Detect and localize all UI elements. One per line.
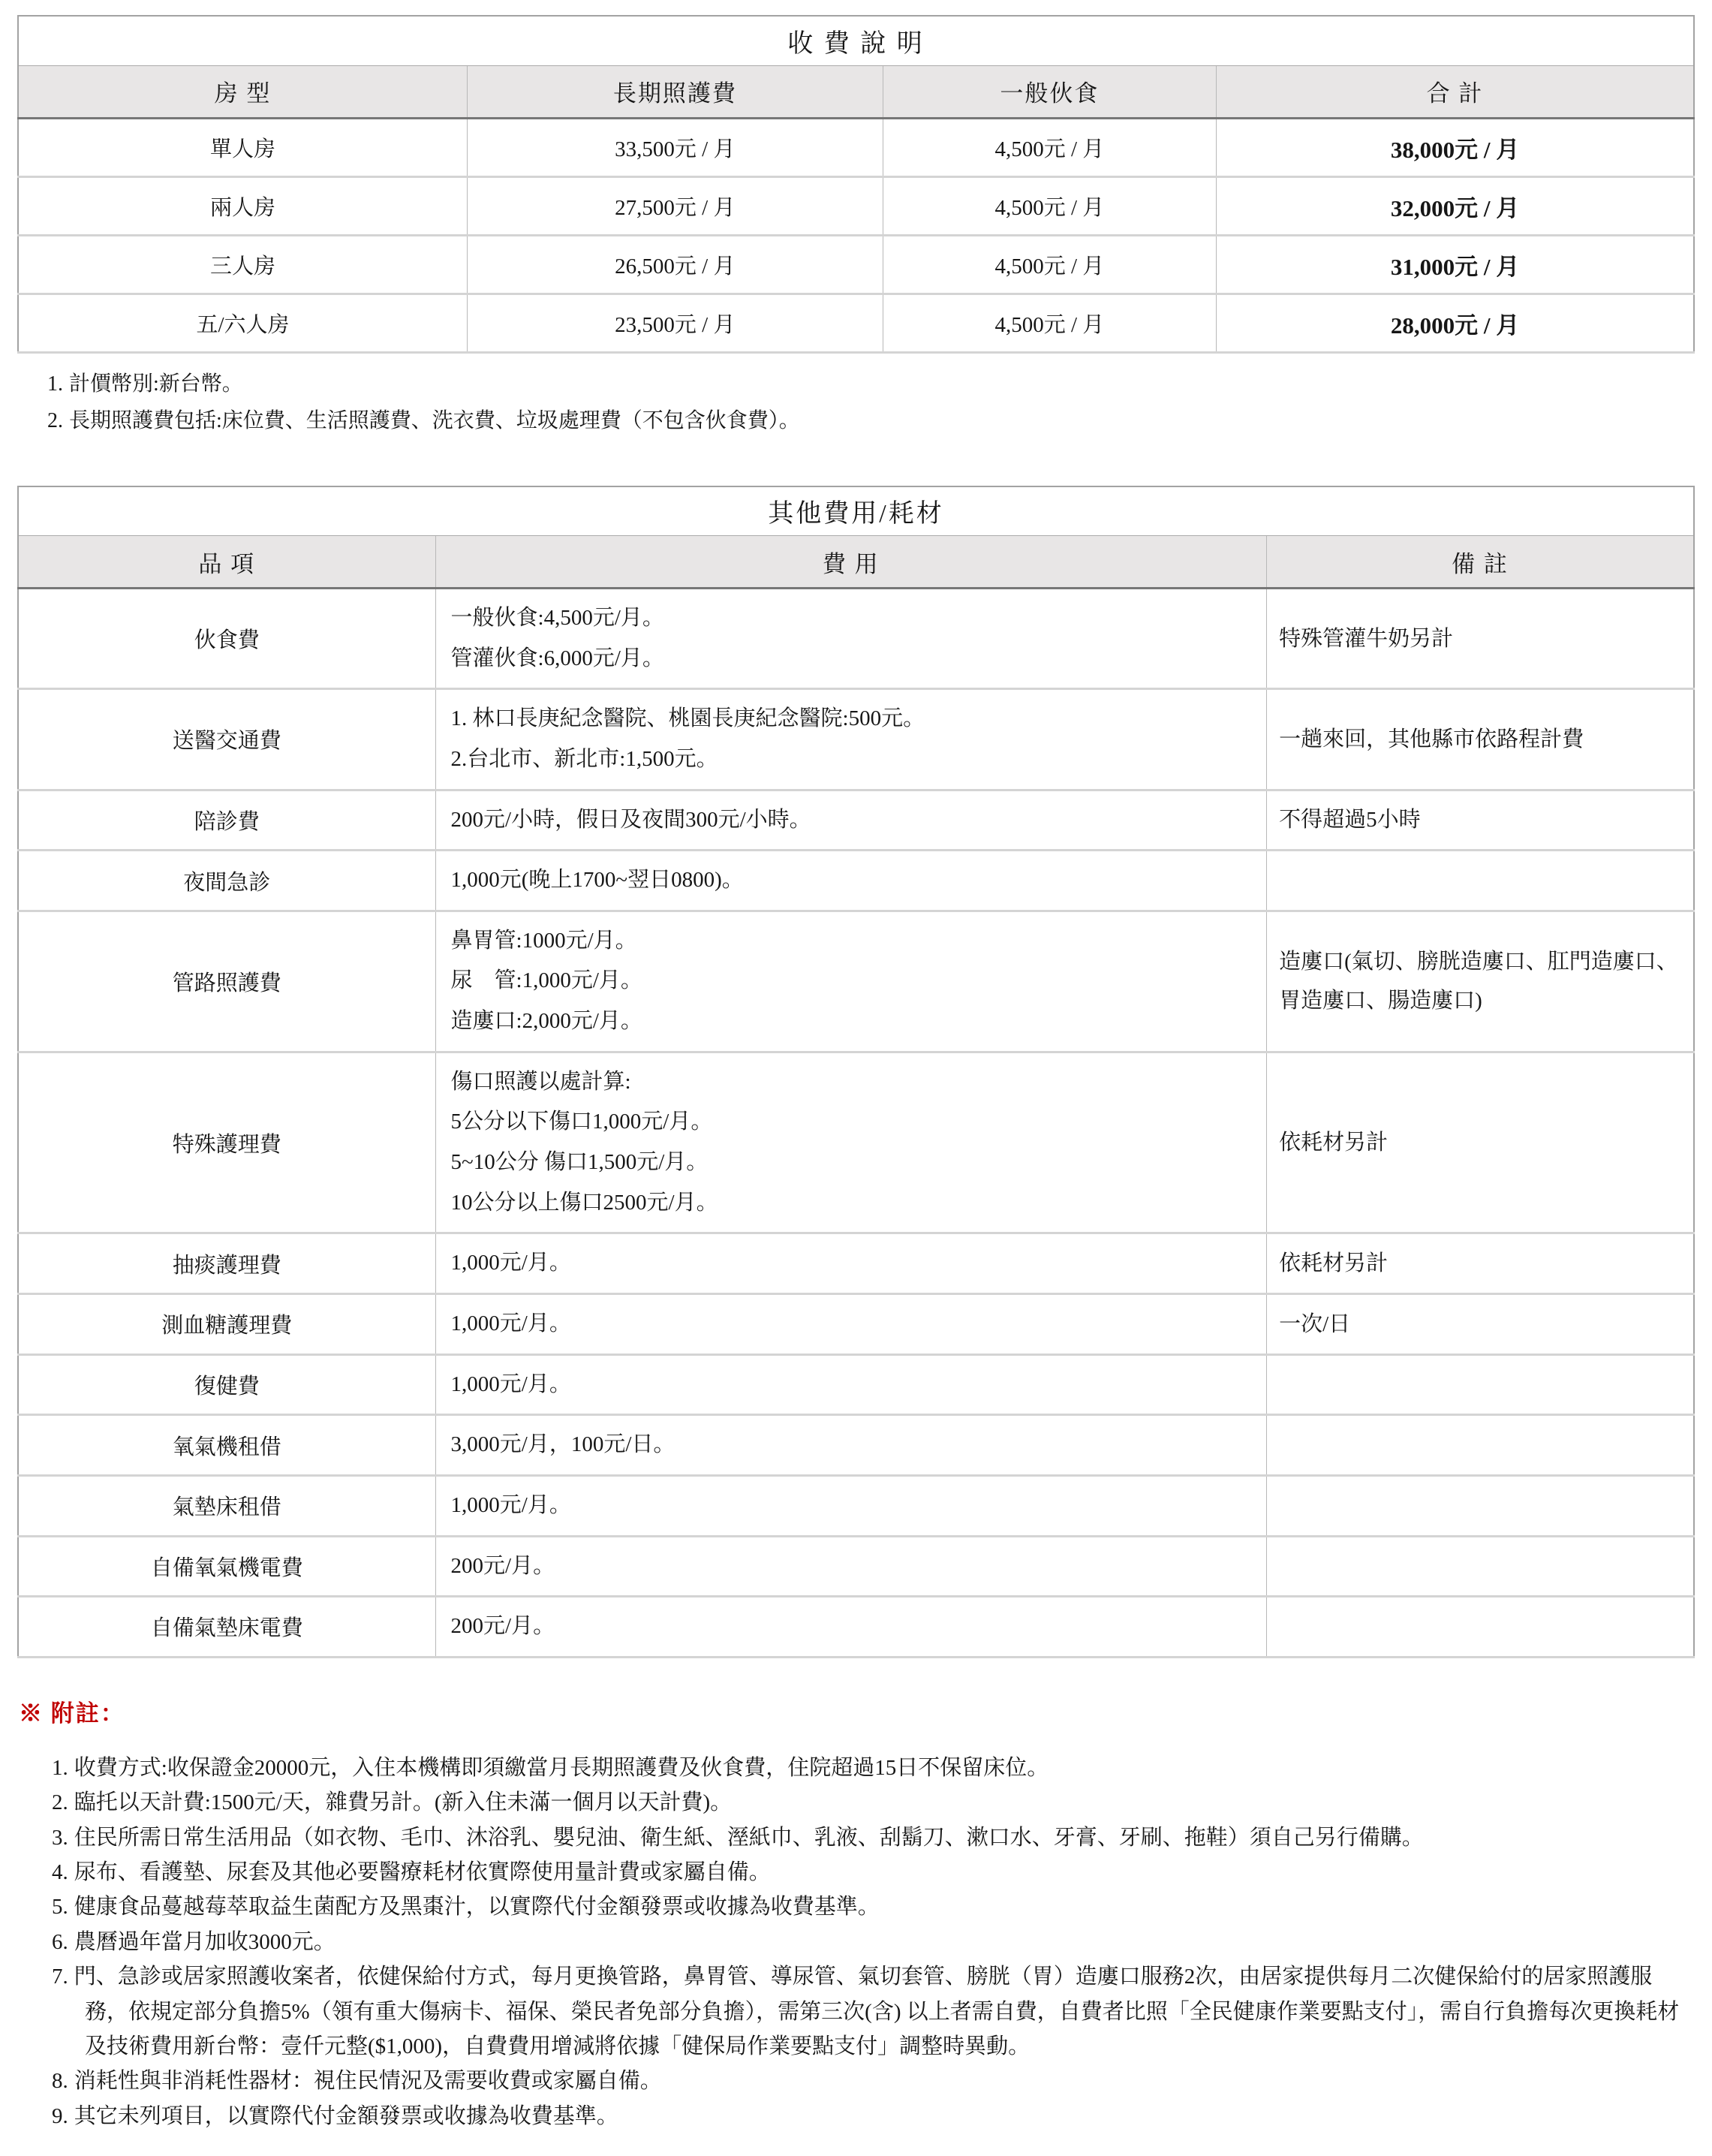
fee-line: 2.台北市、新北市:1,500元。 <box>450 746 718 771</box>
cell-fee <box>435 1233 1267 1294</box>
cell-note: 依耗材另計 <box>1267 1233 1694 1294</box>
cell-room-type: 兩人房 <box>18 176 467 235</box>
fee-line: 200元/小時，假日及夜間300元/小時。 <box>450 807 811 832</box>
remark-text: 住民所需日常生活用品（如衣物、毛巾、沐浴乳、嬰兒油、衛生紙、溼紙巾、乳液、刮鬍刀、漱口水、牙膏、牙刷、拖鞋）須自己另行備購。 <box>74 1825 1424 1850</box>
header-general-meal: 一般伙食 <box>883 65 1216 118</box>
table-row <box>18 1536 1694 1597</box>
room-fee-table-title-row <box>18 16 1694 65</box>
remark-text: 健康食品蔓越莓萃取益生菌配方及黑棗汁，以實際代付金額發票或收據為收費基準。 <box>74 1895 880 1920</box>
remark-text: 農曆過年當月加收3000元。 <box>74 1929 335 1954</box>
cell-fee <box>435 851 1267 911</box>
cell-item: 氧氣機租借 <box>18 1415 435 1476</box>
cell-fee <box>435 589 1267 689</box>
other-fees-table <box>17 486 1695 1658</box>
cell-fee <box>435 911 1267 1052</box>
table-row <box>18 689 1694 790</box>
remark-item <box>52 1855 1695 1890</box>
remark-item <box>52 1785 1695 1820</box>
cell-fee <box>435 1052 1267 1233</box>
cell-care-fee: 23,500元 / 月 <box>467 294 883 352</box>
cell-total-fee: 32,000元 / 月 <box>1217 176 1694 235</box>
cell-item: 抽痰護理費 <box>18 1233 435 1294</box>
cell-meal-fee: 4,500元 / 月 <box>883 118 1216 176</box>
cell-item: 管路照護費 <box>18 911 435 1052</box>
cell-item: 自備氣墊床電費 <box>18 1597 435 1658</box>
header-fee: 費 用 <box>435 536 1267 589</box>
cell-item: 氣墊床租借 <box>18 1475 435 1536</box>
table-row <box>18 294 1694 352</box>
header-longterm-care-fee: 長期照護費 <box>467 65 883 118</box>
header-note: 備 註 <box>1267 536 1694 589</box>
cell-room-type: 三人房 <box>18 235 467 294</box>
table-row <box>18 1293 1694 1354</box>
cell-total-fee: 28,000元 / 月 <box>1217 294 1694 352</box>
fee-line: 尿 管:1,000元/月。 <box>450 968 642 993</box>
cell-item: 伙食費 <box>18 589 435 689</box>
footnote-text: 長期照護費包括:床位費、生活照護費、洗衣費、垃圾處理費（不包含伙食費）。 <box>69 408 800 432</box>
fee-line: 管灌伙食:6,000元/月。 <box>450 646 664 670</box>
remark-number: 6. <box>52 1929 68 1954</box>
remark-item <box>52 1751 1695 1785</box>
fee-line: 造廔口:2,000元/月。 <box>450 1009 642 1034</box>
remark-number: 9. <box>52 2103 68 2128</box>
table-row <box>18 1233 1694 1294</box>
table-row <box>18 589 1694 689</box>
fee-line: 5公分以下傷口1,000元/月。 <box>450 1110 713 1134</box>
fee-line: 1. 林口長庚紀念醫院、桃園長庚紀念醫院:500元。 <box>450 706 925 731</box>
fee-table-footnotes <box>47 366 1695 439</box>
cell-total-fee: 38,000元 / 月 <box>1217 118 1694 176</box>
cell-note: 造廔口(氣切、膀胱造廔口、肛門造廔口、胃造廔口、腸造廔口) <box>1267 911 1694 1052</box>
remark-number: 4. <box>52 1859 68 1884</box>
cell-meal-fee: 4,500元 / 月 <box>883 235 1216 294</box>
remark-text: 其它未列項目，以實際代付金額發票或收據為收費基準。 <box>74 2103 618 2128</box>
cell-note: 一次/日 <box>1267 1293 1694 1354</box>
table-row <box>18 790 1694 851</box>
remark-text: 消耗性與非消耗性器材：視住民情況及需要收費或家屬自備。 <box>74 2069 662 2094</box>
remarks-section <box>17 1694 1695 2133</box>
remark-number: 7. <box>52 1965 68 1989</box>
cell-fee <box>435 1475 1267 1536</box>
remark-text: 尿布、看護墊、尿套及其他必要醫療耗材依實際使用量計費或家屬自備。 <box>74 1859 771 1884</box>
cell-fee <box>435 1293 1267 1354</box>
cell-note: 不得超過5小時 <box>1267 790 1694 851</box>
cell-fee <box>435 790 1267 851</box>
fee-line: 3,000元/月，100元/日。 <box>450 1432 675 1457</box>
fee-line: 鼻胃管:1000元/月。 <box>450 928 637 953</box>
cell-note: 一趟來回，其他縣市依路程計費 <box>1267 689 1694 790</box>
remark-item <box>52 1820 1695 1855</box>
room-fee-table <box>17 15 1695 354</box>
remark-text: 門、急診或居家照護收案者，依健保給付方式，每月更換管路，鼻胃管、導尿管、氣切套管、膀胱（胃）造廔口服務2次，由居家提供每月二次健保給付的居家照護服務，依規定部分負擔5%（領有重大傷病卡、福保、榮民者免部分負擔），需第三次(含) 以上者需自費，自費者比照「全民健康作業要點支付」，需自行負擔每次更換耗材及技術費用新台幣：壹仟元整($1,000)，自費費用增減將依據「健保局作業要點支付」調整時異動。 <box>74 1965 1680 2058</box>
cell-fee <box>435 1354 1267 1415</box>
cell-note: 特殊管灌牛奶另計 <box>1267 589 1694 689</box>
fee-line: 200元/月。 <box>450 1614 555 1639</box>
cell-room-type: 五/六人房 <box>18 294 467 352</box>
table-row <box>18 1597 1694 1658</box>
cell-item: 陪診費 <box>18 790 435 851</box>
fee-line: 1,000元/月。 <box>450 1492 571 1517</box>
remark-item <box>52 1890 1695 1924</box>
cell-note: 依耗材另計 <box>1267 1052 1694 1233</box>
remark-number: 5. <box>52 1895 68 1920</box>
table-row <box>18 118 1694 176</box>
fee-line: 5~10公分 傷口1,500元/月。 <box>450 1150 709 1175</box>
cell-note <box>1267 1354 1694 1415</box>
table-row <box>18 911 1694 1052</box>
cell-note <box>1267 1597 1694 1658</box>
cell-item: 測血糖護理費 <box>18 1293 435 1354</box>
remark-item <box>52 1925 1695 1959</box>
cell-note <box>1267 1475 1694 1536</box>
remark-number: 1. <box>52 1755 68 1780</box>
remark-number: 3. <box>52 1825 68 1850</box>
remark-number: 8. <box>52 2069 68 2094</box>
fee-line: 傷口照護以處計算: <box>450 1069 631 1094</box>
cell-item: 自備氧氣機電費 <box>18 1536 435 1597</box>
fee-line: 1,000元/月。 <box>450 1372 571 1396</box>
remark-item <box>52 2099 1695 2133</box>
table-row <box>18 1415 1694 1476</box>
table-row <box>18 176 1694 235</box>
cell-meal-fee: 4,500元 / 月 <box>883 176 1216 235</box>
footnote <box>47 366 1695 402</box>
cell-fee <box>435 1415 1267 1476</box>
table-row <box>18 1052 1694 1233</box>
room-fee-table-title: 收 費 說 明 <box>18 16 1694 65</box>
fee-line: 10公分以上傷口2500元/月。 <box>450 1190 718 1215</box>
cell-care-fee: 26,500元 / 月 <box>467 235 883 294</box>
footnote-text: 計價幣別:新台幣。 <box>69 372 243 396</box>
remark-text: 臨托以天計費:1500元/天，雜費另計。(新入住未滿一個月以天計費)。 <box>74 1790 733 1815</box>
cell-note <box>1267 1415 1694 1476</box>
spacer <box>17 439 1695 486</box>
cell-item: 送醫交通費 <box>18 689 435 790</box>
cell-care-fee: 33,500元 / 月 <box>467 118 883 176</box>
fee-line: 200元/月。 <box>450 1553 555 1578</box>
remark-item <box>52 2064 1695 2098</box>
remarks-label: ※ 附註： <box>19 1700 125 1727</box>
cell-meal-fee: 4,500元 / 月 <box>883 294 1216 352</box>
cell-item: 特殊護理費 <box>18 1052 435 1233</box>
cell-total-fee: 31,000元 / 月 <box>1217 235 1694 294</box>
fee-line: 1,000元/月。 <box>450 1311 571 1335</box>
fee-line: 1,000元(晚上1700~翌日0800)。 <box>450 868 744 893</box>
header-item: 品 項 <box>18 536 435 589</box>
remark-number: 2. <box>52 1790 68 1815</box>
header-room-type: 房 型 <box>18 65 467 118</box>
remark-item <box>52 1959 1695 2064</box>
remark-text: 收費方式:收保證金20000元，入住本機構即須繳當月長期照護費及伙食費，住院超過15日不保留床位。 <box>74 1755 1049 1780</box>
cell-note <box>1267 851 1694 911</box>
cell-fee <box>435 1536 1267 1597</box>
table-row <box>18 235 1694 294</box>
other-fees-table-title: 其他費用/耗材 <box>18 486 1694 536</box>
cell-item: 夜間急診 <box>18 851 435 911</box>
cell-fee <box>435 1597 1267 1658</box>
table-row <box>18 1354 1694 1415</box>
other-fees-table-title-row <box>18 486 1694 536</box>
fee-line: 1,000元/月。 <box>450 1251 571 1275</box>
cell-fee <box>435 689 1267 790</box>
footnote-number: 2. <box>47 408 63 432</box>
header-total: 合 計 <box>1217 65 1694 118</box>
room-fee-table-header-row <box>18 65 1694 118</box>
cell-room-type: 單人房 <box>18 118 467 176</box>
remarks-list <box>52 1751 1695 2133</box>
footnote <box>47 402 1695 439</box>
cell-item: 復健費 <box>18 1354 435 1415</box>
table-row <box>18 1475 1694 1536</box>
cell-note <box>1267 1536 1694 1597</box>
cell-care-fee: 27,500元 / 月 <box>467 176 883 235</box>
fee-line: 一般伙食:4,500元/月。 <box>450 606 664 630</box>
other-fees-table-header-row <box>18 536 1694 589</box>
footnote-number: 1. <box>47 372 63 396</box>
table-row <box>18 851 1694 911</box>
